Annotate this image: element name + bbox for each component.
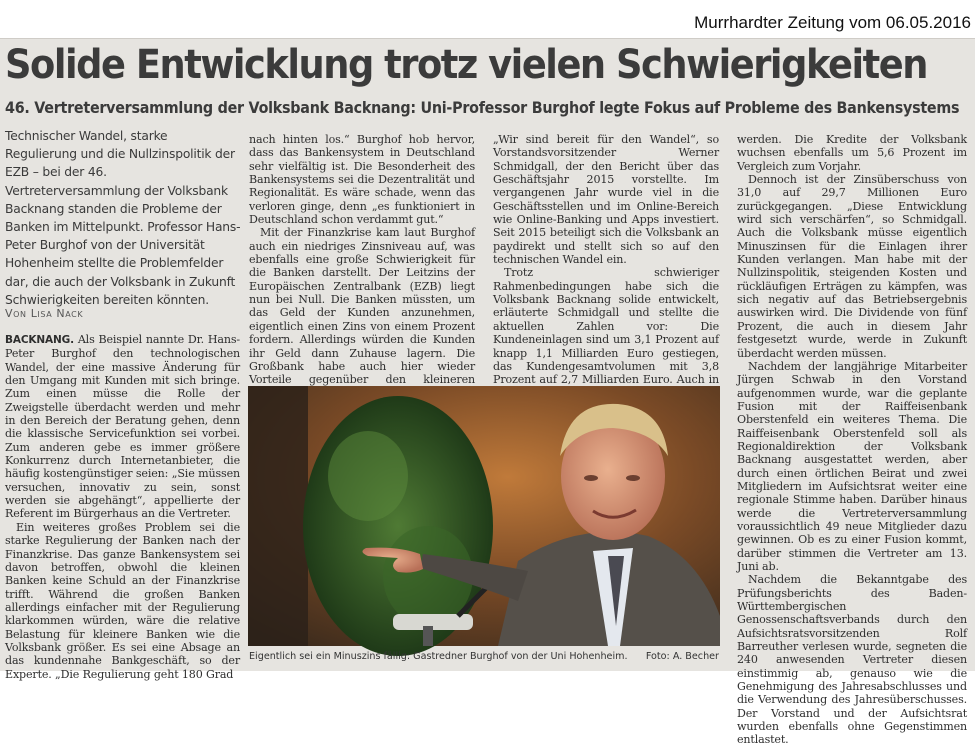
article-subheadline: 46. Vertreterversammlung der Volksbank Backnang: Uni-Professor Burghof legte Fokus auf Probleme des Bankensystems [5, 98, 960, 117]
paragraph: Dennoch ist der Zinsüberschuss von 31,0 auf 29,7 Millionen Euro zurückgegangen. „Diese Entwicklung wird sich verschärfen“, so Schmidgall. Auch die Volksbank müsse eigentlich Minuszinsen für die Einlagen ihrer Kunden verlangen. Man habe mit der Nullzinspolitik, steigenden Kosten und rückläufigen Erträgen zu kämpfen, was sich negativ auf das Betriebsergebnis auswirken wird. Die Dividende von fünf Prozent, die auch in diesem Jahr festgesetzt wurde, werde in Zukunft überdacht werden müssen. [737, 173, 967, 360]
paragraph: Nachdem die Bekanntgabe des Prüfungsberichts des Baden-Württembergischen Genossenschaftsverbands durch den Aufsichtsratsvorsitzenden Rolf Barreuther verlesen wurde, segneten die 240 anwesenden Vertreter diesen einstimmig ab, genauso wie die Genehmigung des Jahresabschlusses und die Verwendung des Jahresüberschusses. Der Vorstand und der Aufsichtsrat wurden ebenfalls ohne Gegenstimmen entlastet. [737, 573, 967, 747]
paragraph: Mit der Finanzkrise kam laut Burghof auch ein niedriges Zinsniveau auf, was ebenfalls eine große Schwierigkeit für die Banken darstellt. Der Leitzins der Europäischen Zentralbank (EZB) liegt nun bei Null. Die Banken müssten, um das Geld der Kunden anzunehmen, eigentlich einen Zins von einem Prozent fordern. Allerdings würden die Kunden ihr Geld dann Zuhause lagern. Die Großbank habe auch hier wieder Vorteile gegenüber den kleineren [249, 226, 475, 387]
article-byline: Von Lisa Nack [5, 307, 84, 320]
newspaper-source-line: Murrhardter Zeitung vom 06.05.2016 [694, 13, 971, 32]
photo-credit: Foto: A. Becher [645, 651, 719, 662]
paragraph: Ein weiteres großes Problem sei die starke Regulierung der Banken nach der Finanzkrise. Das ganze Bankensystem sei davon betroffen, obwohl die kleinen Banken keine Schuld an der Finanzkrise trifft. Während die großen Banken allerdings einfacher mit der Regulierung klarkommen würden, wäre die relative Belastung für kleinere Banken wie die Volksbank größer. Es sei eine Absage an das kundennahe Bankgeschäft, so der Experte. „Die Regulierung geht 180 Grad [5, 520, 240, 681]
photo-caption: Eigentlich sei ein Minuszins fällig: Gastredner Burghof von der Uni Hohenheim. [249, 651, 628, 662]
article-column-3 [493, 133, 719, 385]
article-column-2 [249, 133, 475, 385]
photo-caption-row [249, 651, 719, 662]
article-photo [248, 386, 720, 646]
speaker-photo-illustration [248, 386, 720, 646]
article-column-4 [737, 133, 967, 747]
paragraph: nach hinten los.“ Burghof hob hervor, dass das Bankensystem in Deutschland sehr vielfältig ist. Die Besonderheit des Bankensystems sei die Dezentralität und Regionalität. Es wäre schade, wenn das verloren ginge, denn „es funktioniert in Deutschland schon verdammt gut.“ [249, 133, 475, 227]
paragraph: „Wir sind bereit für den Wandel“, so Vorstandsvorsitzender Werner Schmidgall, der den Bericht über das Geschäftsjahr 2015 vorstellte. Im vergangenen Jahr wurde viel in die Geschäftsstellen und im Online-Bereich wie Online-Banking und Apps investiert. Seit 2015 beteiligt sich die Volksbank an paydirekt und stellt sich so auf den technischen Wandel ein. [493, 133, 719, 267]
article-column-1 [5, 333, 240, 681]
paragraph: Trotz schwieriger Rahmenbedingungen habe sich die Volksbank Backnang solide entwickelt, erläuterte Schmidgall und stellte die aktuellen Zahlen vor: Die Kundeneinlagen sind um 3,1 Prozent auf knapp 1,1 Milliarden Euro gestiegen, das Kundengesamtvolumen mit 3,8 Prozent auf 2,7 Milliarden Euro. Auch in [493, 266, 719, 387]
paragraph: Nachdem der langjährige Mitarbeiter Jürgen Schwab in den Vorstand aufgenommen wurde, war die geplante Fusion mit der Raiffeisenbank Oberstenfeld ein weiteres Thema. Die Raiffeisenbank Oberstenfeld soll als Regionaldirektion der Volksbank Backnang ausgestattet werden, aber durch einen örtlichen Beirat und zwei Mitgliedern im Aufsichtsrat weiter eine regionale Stimme haben. Darüber hinaus werde die Vertreterversammlung voraussichtlich 49 neue Mitglieder dazu gewinnen. Ob es zu einer Fusion kommt, darüber stimmen die Vertreter am 13. Juni ab. [737, 359, 967, 573]
dateline: BACKNANG. [5, 334, 74, 346]
article-lead: Technischer Wandel, starke Regulierung und die Nullzinspolitik der EZB – bei der 46. Vertreterversammlung der Volksbank Backnang standen die Probleme der Banken im Mittelpunkt. Professor Hans-Peter Burghof von der Universität Hohenheim stellte die Problemfelder dar, die auch der Volksbank in Zukunft Schwierigkeiten bereiten könnten. [5, 129, 241, 307]
paragraph-text: Als Beispiel nannte Dr. Hans-Peter Burghof den technologischen Wandel, der eine massive Änderung für den Umgang mit Kunden mit sich bringe. Zum einen müsse die Rolle der Zweigstelle überdacht werden und mehr in den Bereich der Beratung gehen, denn die klassische Servicefunktion sei vorbei. Zum anderen gebe es immer größere Konkurrenz durch Internetanbieter, die häufig kostengünstiger seien: „Sie müssen versuchen, innovativ zu sein, sonst werden sie abgehängt“, appellierte der Referent im Bürgerhaus an die Vertreter. [5, 333, 240, 521]
paragraph [5, 333, 240, 521]
article-headline: Solide Entwicklung trotz vielen Schwierigkeiten [5, 42, 927, 88]
paragraph: werden. Die Kredite der Volksbank wuchsen ebenfalls um 5,6 Prozent im Vergleich zum Vorjahr. [737, 133, 967, 173]
